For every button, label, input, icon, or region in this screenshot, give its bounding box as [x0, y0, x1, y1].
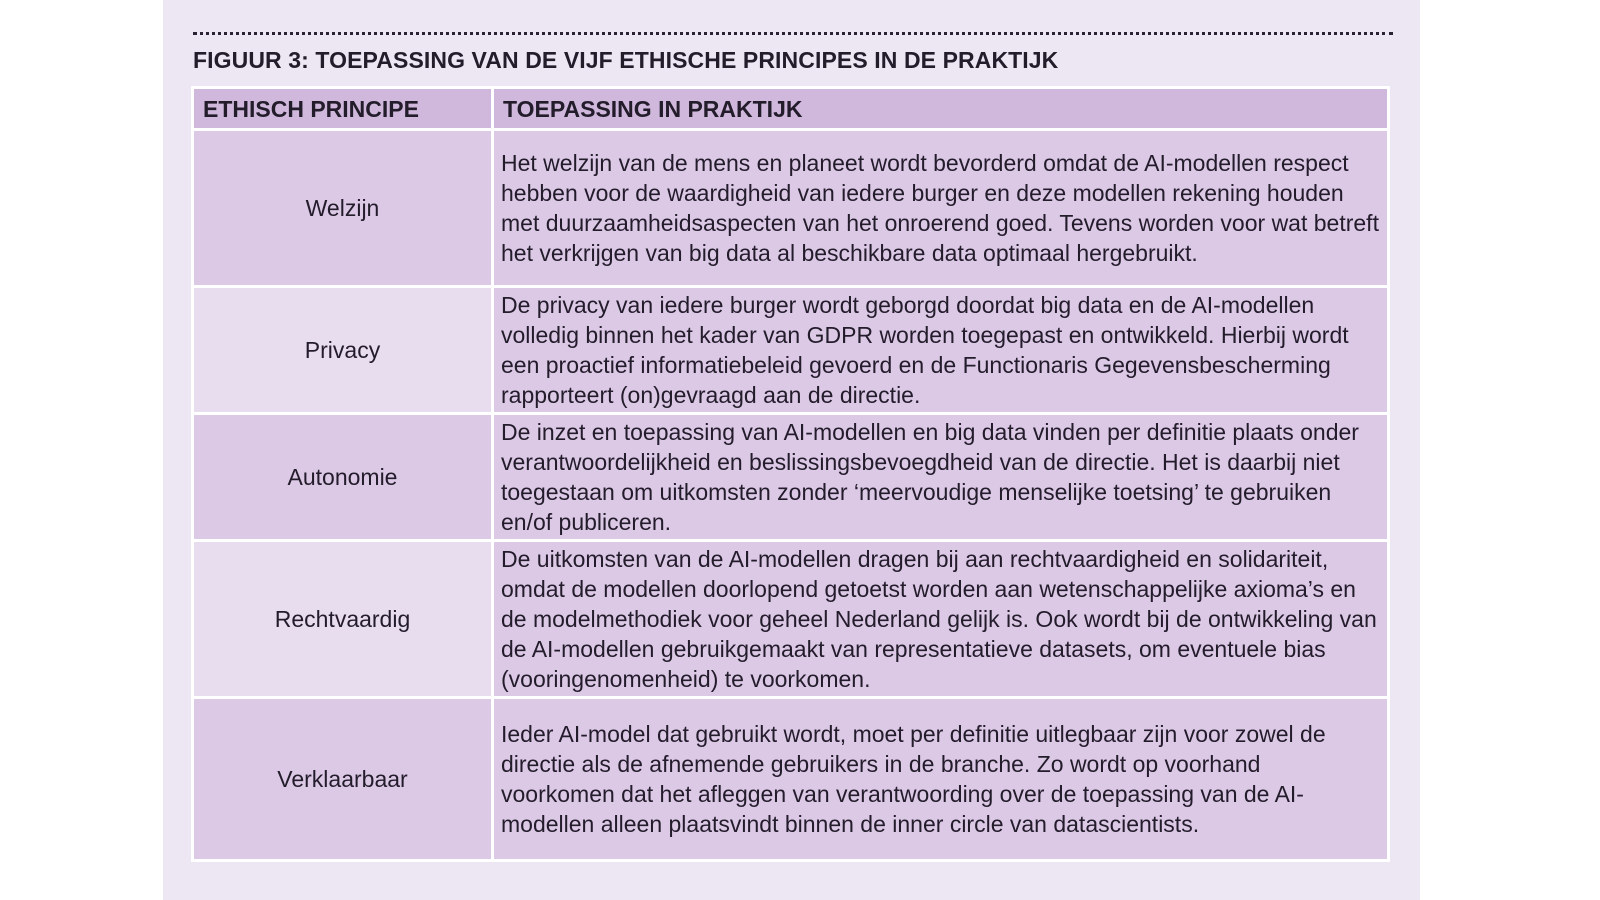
- table-row: [194, 288, 1387, 412]
- table-row: [194, 542, 1387, 696]
- figure-panel: [163, 0, 1420, 900]
- table-header-row: [194, 89, 1387, 128]
- header-application: TOEPASSING IN PRAKTIJK: [494, 89, 1387, 128]
- principle-cell: Verklaarbaar: [194, 699, 491, 859]
- principle-cell: Welzijn: [194, 131, 491, 285]
- principle-cell: Autonomie: [194, 415, 491, 539]
- principle-cell: Privacy: [194, 288, 491, 412]
- table-row: [194, 415, 1387, 539]
- application-cell: De uitkomsten van de AI-modellen dragen bij aan rechtvaardigheid en solidariteit, omdat de modellen doorlopend getoetst worden aan wetenschappelijke axioma’s en de modelmethodiek voor geheel Nederland gelijk is. Ook wordt bij de ontwikkeling van de AI-modellen gebruikgemaakt van representatieve datasets, om eventuele bias (vooringenomenheid) te voorkomen.: [494, 542, 1387, 696]
- application-cell: Het welzijn van de mens en planeet wordt bevorderd omdat de AI-modellen respect hebben voor de waardigheid van iedere burger en deze modellen rekening houden met duurzaamheidsaspecten van het onroerend goed. Tevens worden voor wat betreft het verkrijgen van big data al beschikbare data optimaal hergebruikt.: [494, 131, 1387, 285]
- application-cell: De privacy van iedere burger wordt geborgd doordat big data en de AI-modellen volledig binnen het kader van GDPR worden toegepast en ontwikkeld. Hierbij wordt een proactief informatiebeleid gevoerd en de Functionaris Gegevensbescherming rapporteert (on)gevraagd aan de directie.: [494, 288, 1387, 412]
- figure-title: FIGUUR 3: TOEPASSING VAN DE VIJF ETHISCHE PRINCIPES IN DE PRAKTIJK: [193, 47, 1059, 73]
- principle-cell: Rechtvaardig: [194, 542, 491, 696]
- application-cell: Ieder AI-model dat gebruikt wordt, moet per definitie uitlegbaar zijn voor zowel de directie als de afnemende gebruikers in de branche. Zo wordt op voorhand voorkomen dat het afleggen van verantwoording over de toepassing van de AI-modellen alleen plaatsvindt binnen de inner circle van datascientists.: [494, 699, 1387, 859]
- application-cell: De inzet en toepassing van AI-modellen en big data vinden per definitie plaats onder verantwoordelijkheid en beslissingsbevoegdheid van de directie. Het is daarbij niet toegestaan om uitkomsten zonder ‘meervoudige menselijke toetsing’ te gebruiken en/of publiceren.: [494, 415, 1387, 539]
- dotted-rule: [193, 32, 1393, 35]
- header-principle: ETHISCH PRINCIPE: [194, 89, 491, 128]
- table-row: [194, 131, 1387, 285]
- ethics-table: [191, 86, 1390, 862]
- table-row: [194, 699, 1387, 859]
